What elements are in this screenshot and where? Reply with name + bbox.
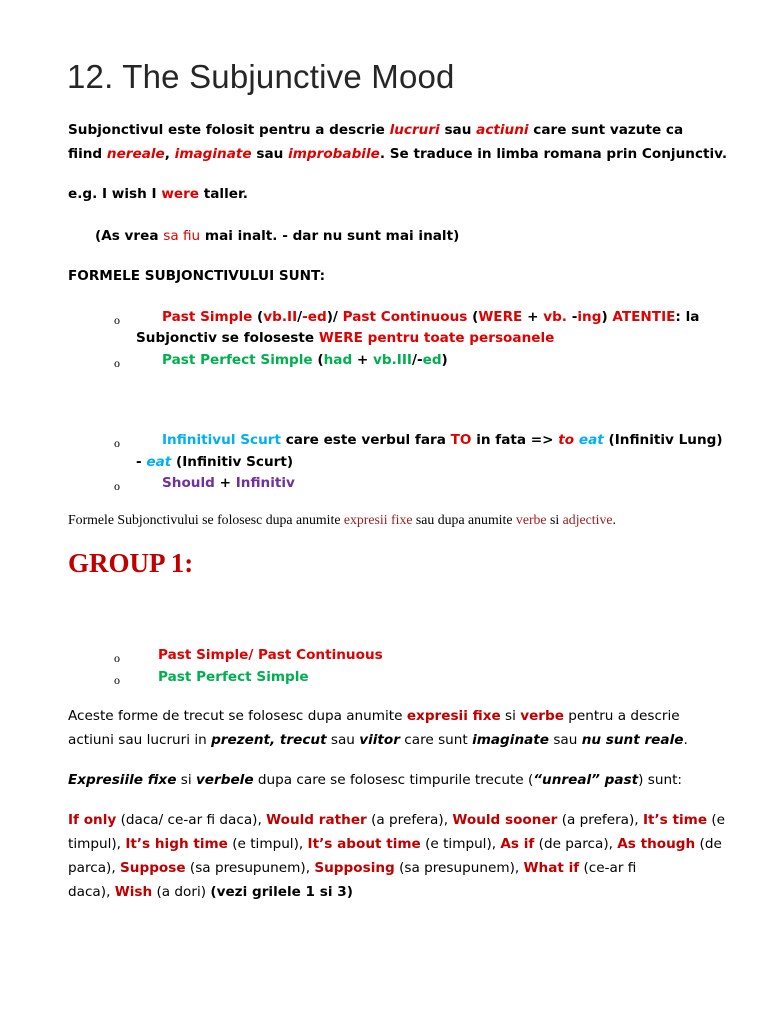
- text-run: expresii fixe: [343, 512, 413, 527]
- text-run: (: [252, 309, 264, 325]
- text-run: As if: [500, 836, 535, 852]
- text-run: -: [136, 454, 147, 470]
- text-run: si: [546, 512, 563, 527]
- bullet-marker: o: [114, 436, 120, 450]
- text-run: WERE pentru toate persoanele: [318, 330, 555, 346]
- form-past-simple-continuous: [162, 306, 699, 328]
- text-run: fiind: [68, 146, 107, 162]
- text-run: What if: [523, 860, 580, 876]
- text-run: had: [323, 352, 353, 368]
- text-run: care este verbul fara: [280, 432, 451, 448]
- text-run: timpul),: [68, 836, 126, 852]
- intro-line-1: [68, 118, 683, 142]
- text-run: vb.: [543, 309, 567, 325]
- text-run: Would rather: [266, 812, 367, 828]
- text-run: ATENTIE: [612, 309, 676, 325]
- text-run: Infinitivul Scurt: [162, 432, 281, 448]
- group-heading: GROUP 1:: [68, 548, 194, 578]
- text-run: ing: [577, 309, 602, 325]
- group-item: Past Perfect Simple: [158, 669, 309, 685]
- text-run: imaginate: [472, 732, 550, 748]
- text-run: e.g. I wish I: [68, 186, 162, 202]
- intro-line-2: [68, 142, 727, 166]
- text-run: ): [441, 352, 448, 368]
- text-run: ed: [422, 352, 442, 368]
- text-run: It’s time: [642, 812, 708, 828]
- bullet-marker: o: [114, 479, 120, 493]
- text-run: (ce-ar fi: [579, 860, 637, 876]
- text-run: to: [558, 432, 575, 448]
- text-run: It’s about time: [307, 836, 421, 852]
- text-run: ,: [164, 146, 175, 162]
- text-run: Wish: [114, 884, 153, 900]
- text-run: If only: [68, 812, 117, 828]
- text-run: (e timpul),: [227, 836, 308, 852]
- para3-line-1: [68, 808, 725, 832]
- text-run: sau: [251, 146, 289, 162]
- text-run: (vezi grilele 1 si 3): [210, 884, 353, 900]
- text-run: TO: [450, 432, 472, 448]
- text-run: verbe: [515, 512, 547, 527]
- group-item: Past Simple/ Past Continuous: [158, 647, 383, 663]
- text-run: Supposing: [314, 860, 395, 876]
- text-run: “unreal” past: [533, 772, 639, 788]
- text-run: mai inalt. - dar nu sunt mai inalt): [200, 228, 460, 244]
- text-run: eat: [146, 454, 172, 470]
- text-run: Infinitiv: [235, 475, 295, 491]
- text-run: /: [297, 309, 303, 325]
- text-run: si: [176, 772, 196, 788]
- bullet-marker: o: [114, 673, 120, 687]
- form-infinitiv-scurt: [162, 429, 723, 451]
- bullet-marker: o: [114, 313, 120, 327]
- translation-line: [95, 224, 459, 248]
- text-run: verbele: [195, 772, 254, 788]
- text-run: /-: [411, 352, 423, 368]
- text-run: WERE: [478, 309, 523, 325]
- text-run: +: [352, 352, 374, 368]
- text-run: Aceste forme de trecut se folosesc dupa anumite: [68, 708, 407, 724]
- text-run: Should: [162, 475, 215, 491]
- text-run: (Infinitiv Lung): [603, 432, 723, 448]
- text-run: (daca/ ce-ar fi daca),: [116, 812, 267, 828]
- text-run: care sunt: [399, 732, 473, 748]
- para2-line: [68, 768, 682, 792]
- text-run: actiuni sau lucruri in: [68, 732, 212, 748]
- text-run: -: [566, 309, 578, 325]
- text-run: viitor: [359, 732, 400, 748]
- text-run: It’s high time: [125, 836, 228, 852]
- text-run: sau: [439, 122, 477, 138]
- text-run: in fata =>: [471, 432, 559, 448]
- text-run: ) sunt:: [638, 772, 683, 788]
- text-run: sau: [326, 732, 360, 748]
- para1-line-2: [68, 728, 688, 752]
- text-run: taller.: [199, 186, 248, 202]
- text-run: Past Simple: [162, 309, 253, 325]
- text-run: eat: [578, 432, 604, 448]
- text-run: .: [683, 732, 688, 748]
- text-run: (e: [707, 812, 726, 828]
- para3-line-3: [68, 856, 636, 880]
- text-run: (e timpul),: [420, 836, 501, 852]
- bullet-marker: o: [114, 356, 120, 370]
- text-run: pentru a descrie: [563, 708, 680, 724]
- text-run: (sa presupunem),: [394, 860, 524, 876]
- text-run: (de: [695, 836, 722, 852]
- text-run: Expresiile fixe: [68, 772, 177, 788]
- text-run: Past Continuous: [342, 309, 468, 325]
- forms-heading: FORMELE SUBJONCTIVULUI SUNT:: [68, 268, 326, 284]
- text-run: (: [467, 309, 479, 325]
- text-run: (As vrea: [95, 228, 164, 244]
- para1-line-1: [68, 704, 680, 728]
- text-run: expresii fixe: [406, 708, 501, 724]
- highlight-lucruri: lucruri: [389, 122, 440, 138]
- form-should-infinitiv: [162, 472, 295, 494]
- bullet-marker: o: [114, 651, 120, 665]
- text-run: .: [612, 512, 616, 527]
- text-run: (a prefera),: [557, 812, 643, 828]
- forms-note: [68, 512, 616, 528]
- text-run: As though: [617, 836, 696, 852]
- text-run: prezent, trecut: [211, 732, 327, 748]
- highlight-nereale: nereale: [106, 146, 165, 162]
- text-run: Past Perfect Simple: [162, 352, 313, 368]
- text-run: (a dori): [152, 884, 211, 900]
- form-infinitiv-scurt-cont: [136, 451, 293, 473]
- text-run: )/: [326, 309, 343, 325]
- text-run: nu sunt reale: [581, 732, 684, 748]
- text-run: Suppose: [120, 860, 186, 876]
- text-run: Subjonctiv se foloseste: [136, 330, 319, 346]
- text-run: parca),: [68, 860, 120, 876]
- form-past-perfect-simple: [162, 349, 448, 371]
- highlight-were: were: [161, 186, 200, 202]
- text-run: +: [522, 309, 544, 325]
- text-run: (de parca),: [534, 836, 618, 852]
- text-run: (sa presupunem),: [185, 860, 315, 876]
- text-run: si: [500, 708, 521, 724]
- highlight-sa-fiu: sa fiu: [163, 228, 201, 244]
- text-run: care sunt vazute ca: [528, 122, 684, 138]
- text-run: +: [214, 475, 236, 491]
- text-run: sau: [549, 732, 582, 748]
- form-past-simple-continuous-cont: [136, 327, 554, 349]
- text-run: daca),: [68, 884, 115, 900]
- para3-line-2: [68, 832, 722, 856]
- text-run: Formele Subjonctivului se folosesc dupa anumite: [68, 512, 344, 527]
- example-line: [68, 182, 248, 206]
- text-run: adjective: [562, 512, 613, 527]
- text-run: (: [312, 352, 324, 368]
- text-run: Subjonctivul este folosit pentru a descrie: [68, 122, 390, 138]
- text-run: (Infinitiv Scurt): [171, 454, 294, 470]
- text-run: vb.III: [373, 352, 412, 368]
- text-run: : la: [675, 309, 700, 325]
- highlight-improbabile: improbabile: [288, 146, 380, 162]
- para3-line-4: [68, 880, 353, 904]
- text-run: sau dupa anumite: [412, 512, 516, 527]
- text-run: Would sooner: [452, 812, 558, 828]
- text-run: dupa care se folosesc timpurile trecute (: [253, 772, 534, 788]
- highlight-actiuni: actiuni: [476, 122, 529, 138]
- text-run: (a prefera),: [366, 812, 453, 828]
- text-run: vb.II: [263, 309, 298, 325]
- text-run: . Se traduce in limba romana prin Conjunctiv.: [379, 146, 728, 162]
- text-run: verbe: [520, 708, 564, 724]
- highlight-imaginate: imaginate: [174, 146, 252, 162]
- page-title: 12. The Subjunctive Mood: [67, 58, 455, 95]
- text-run: ): [601, 309, 613, 325]
- text-run: -ed: [302, 309, 327, 325]
